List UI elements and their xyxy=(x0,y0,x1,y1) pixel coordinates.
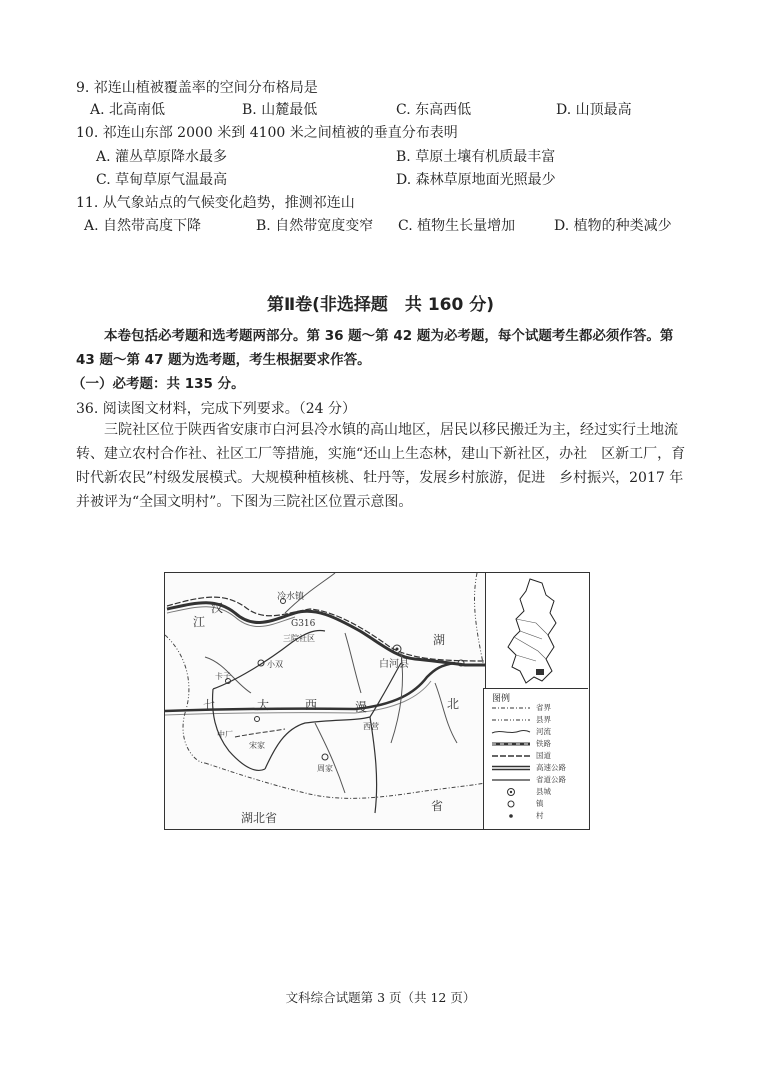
label-tongshu: 西营 xyxy=(363,722,379,731)
legend-provincial-road: 省道公路 xyxy=(536,775,566,784)
q11-option-c: C. 植物生长量增加 xyxy=(398,218,516,234)
q11-stem: 11. 从气象站点的气候变化趋势，推测祁连山 xyxy=(76,195,355,211)
legend-town: 镇 xyxy=(484,798,588,810)
label-han: 汉 xyxy=(211,601,224,615)
label-sheng: 省 xyxy=(431,799,444,813)
province-outline xyxy=(508,579,556,683)
legend-village: 村 xyxy=(484,810,588,822)
legend-title: 图例 xyxy=(492,694,511,704)
label-hu: 湖 xyxy=(433,633,446,647)
label-zhoukou: 周家 xyxy=(317,764,333,773)
village-zhoukou xyxy=(322,754,328,760)
q9-option-c: C. 东高西低 xyxy=(396,102,472,118)
label-xiping: 卡子 xyxy=(215,672,231,681)
q11-option-d: D. 植物的种类减少 xyxy=(554,218,672,234)
label-xi: 西 xyxy=(305,698,318,712)
section-intro: 本卷包括必考题和选考题两部分。第 36 题～第 42 题为必考题，每个试题考生都必须作答。第 43 题～第 47 题为选考题，考生根据要求作答。 xyxy=(76,328,674,368)
legend-expressway: 高速公路 xyxy=(536,763,566,772)
q10-stem: 10. 祁连山东部 2000 米到 4100 米之间植被的垂直分布表明 xyxy=(76,125,458,141)
label-lengshuizhen: 冷水镇 xyxy=(277,592,305,602)
section-title: 第Ⅱ卷(非选择题 共 160 分) xyxy=(266,295,495,315)
q36-stem: 36. 阅读图文材料，完成下列要求。（24 分） xyxy=(76,401,356,417)
legend-national-road: 国道 xyxy=(536,751,551,760)
q10-option-b: B. 草原土壤有机质最丰富 xyxy=(396,149,556,165)
legend-county-border: 县界 xyxy=(536,715,551,724)
page-footer: 文科综合试题第 3 页（共 12 页） xyxy=(285,990,476,1005)
q9-stem: 9. 祁连山植被覆盖率的空间分布格局是 xyxy=(76,80,318,96)
inset-map xyxy=(485,573,589,688)
label-g316: G316 xyxy=(291,619,316,629)
q11-option-a: A. 自然带高度下降 xyxy=(84,218,202,234)
provincial-border xyxy=(205,763,485,798)
map-legend xyxy=(483,688,588,829)
label-xiaoshuang: 小双 xyxy=(267,660,283,669)
q9-option-b: B. 山麓最低 xyxy=(242,102,318,118)
label-da: 大 xyxy=(257,698,270,712)
label-baihe: 白河县 xyxy=(379,659,409,670)
q10-option-d: D. 森林草原地面光照最少 xyxy=(396,172,556,188)
required-heading: （一）必考题：共 135 分。 xyxy=(72,376,245,392)
label-qi: 七 xyxy=(203,698,216,712)
q11-option-b: B. 自然带宽度变窄 xyxy=(256,218,374,234)
label-zhuangtou: 中厂 xyxy=(217,730,233,739)
inset-highlight xyxy=(536,669,544,675)
legend-provincial-border: 省界 xyxy=(536,703,551,712)
label-songjia: 宋家 xyxy=(249,741,265,750)
label-jiang: 江 xyxy=(193,615,206,629)
q9-option-a: A. 北高南低 xyxy=(90,102,166,118)
label-bei: 北 xyxy=(447,697,460,711)
label-sanyuan: 三院社区 xyxy=(283,634,315,643)
label-hubeisheng: 湖北省 xyxy=(241,811,278,825)
county-border-west xyxy=(165,635,205,763)
legend-river: 河流 xyxy=(484,726,588,738)
location-map xyxy=(164,572,590,830)
label-man: 漫 xyxy=(355,700,368,714)
legend-railway: 铁路 xyxy=(536,739,551,748)
q10-option-c: C. 草甸草原气温最高 xyxy=(96,172,228,188)
q36-material: 三院社区位于陕西省安康市白河县冷水镇的高山地区，居民以移民搬迁为主，经过实行土地流转、建立农村合作社、社区工厂等措施，实施“还山上生态林，建山下新社区，办社 区新工厂，育时代新农民”村级发展模式。大规模种植核桃、牡丹等，发展乡村旅游，促进 乡村振兴，2017 年并被评为“全国文明村”。下图为三院社区位置示意图。 xyxy=(76,422,686,510)
legend-county-seat: 县城 xyxy=(484,786,588,798)
q10-option-a: A. 灌丛草原降水最多 xyxy=(96,149,228,165)
q9-option-d: D. 山顶最高 xyxy=(556,102,632,118)
